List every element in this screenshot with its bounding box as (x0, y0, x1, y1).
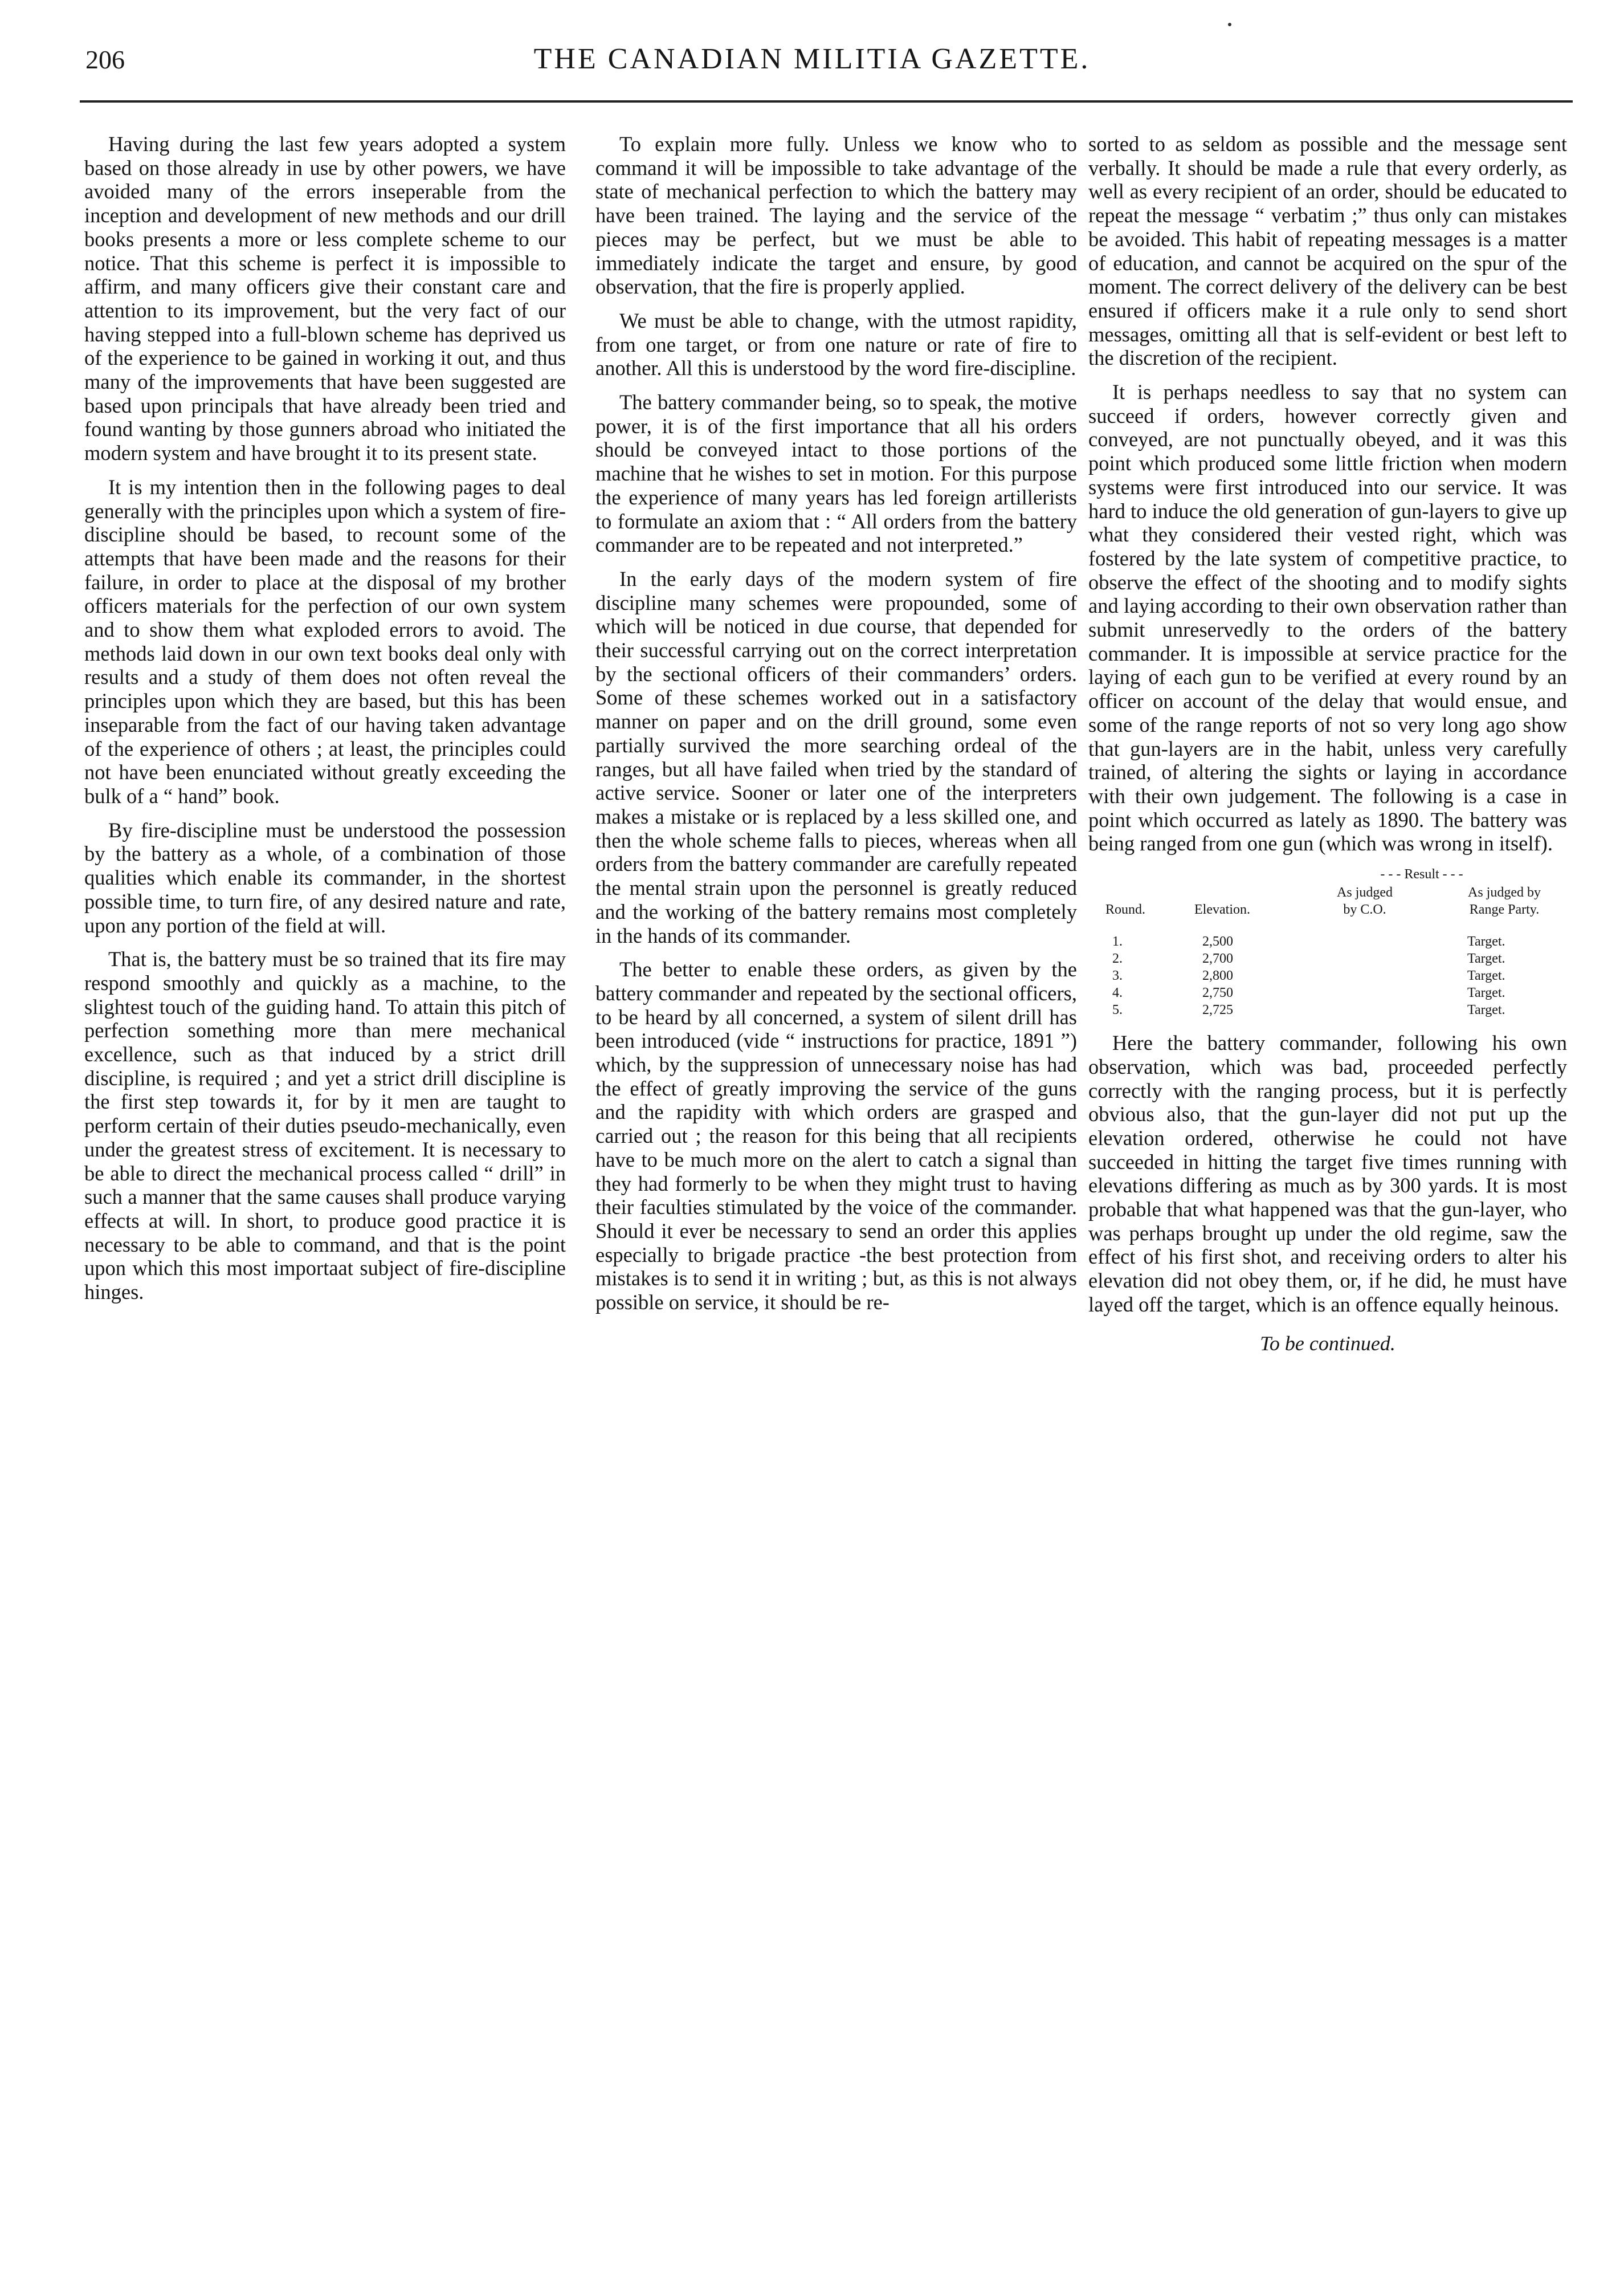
cell-range: Target. (1467, 951, 1505, 967)
speck-mark (1228, 23, 1231, 26)
header-judged-co: As judged by C.O. (1337, 885, 1393, 918)
column-2 (595, 132, 1077, 1325)
table-row (1088, 984, 1567, 1001)
to-be-continued: To be continued. (1260, 1331, 1396, 1355)
cell-range: Target. (1467, 1003, 1505, 1018)
header-rule (80, 100, 1573, 103)
cell-elevation: 2,750 (1202, 985, 1233, 1001)
table-row (1088, 950, 1567, 967)
cell-range: Target. (1467, 934, 1505, 950)
cell-round: 3. (1112, 968, 1123, 984)
cell-elevation: 2,725 (1202, 1003, 1233, 1018)
paragraph: It is perhaps needless to say that no system can succeed if orders, however correctly given and conveyed, are not punctually obeyed, and it was this point which produced some little friction when modern systems were first introduced into our service. It was hard to induce the old generation of gun-layers to give up what they considered their vested right, which was fostered by the late system of competitive practice, to observe the effect of the shooting and to modify sights and laying according to their own observation rather than submit unreservedly to the orders of the battery commander. It is impossible at service practice for the laying of each gun to be verified at every round by an officer on account of the delay that would ensue, and some of the range reports of not so very long ago show that gun-layers are in the habit, unless very carefully trained, of altering the sights or laying in accordance with their own judgement. The following is a case in point which occurred as lately as 1890. The battery was being ranged from one gun (which was wrong in itself). (1088, 380, 1567, 856)
cell-round: 1. (1112, 934, 1123, 950)
cell-elevation: 2,800 (1202, 968, 1233, 984)
paragraph: Here the battery commander, following his own observation, which was bad, proceeded perfectly correctly with the ranging process, but it is perfectly obvious also, that the gun-layer did not put up the elevation ordered, otherwise he could not have succeeded in hitting the target five times running with elevations differing as much as by 300 yards. It is most probable that what happened was that the gun-layer, who was perhaps brought up under the old regime, saw the effect of his first shot, and receiving orders to alter his elevation did not obey them, or, if he did, he must have layed off the target, which is an offence equally heinous. (1088, 1031, 1567, 1316)
table-row (1088, 1001, 1567, 1019)
result-label: - - - Result - - - (1380, 867, 1463, 882)
paragraph: The better to enable these orders, as given by the battery commander and repeated by the sectional officers, to be heard by all concerned, a system of silent drill has been introduced (vide “ instructions for practice, 1891 ”) which, by the suppression of unnecessary noise has had the effect of greatly improving the service of the guns and the rapidity with which orders are grasped and carried out ; the reason for this being that all recipients have to be much more on the alert to catch a signal than they had formerly to be when they might trust to having their faculties stimulated by the voice of the commander. Should it ever be necessary to send an order this applies especially to brigade practice -the best protection from mistakes is to send it in writing ; but, as this is not always possible on service, it should be re- (595, 958, 1077, 1314)
header-judged-range: As judged by Range Party. (1468, 885, 1541, 918)
table-row (1088, 933, 1567, 950)
table-row (1088, 967, 1567, 984)
column-3 (1088, 132, 1567, 1355)
paragraph: To explain more fully. Unless we know who to command it will be impossible to take advantage of the state of mechanical perfection to which the battery may have been trained. The laying and the service of the pieces may be perfect, but we must be able to immediately indicate the target and ensure, by good observation, that the fire is properly applied. (595, 132, 1077, 299)
cell-range: Target. (1467, 968, 1505, 984)
page-number: 206 (85, 45, 125, 74)
column-1 (84, 132, 566, 1314)
paragraph: In the early days of the modern system of fire discipline many schemes were propounded, some of which will be noticed in due course, that depended for their successful carrying out on the correct interpretation by the sectional officers of their commanders’ orders. Some of these schemes worked out in a satisfactory manner on paper and on the drill ground, some even partially survived the more searching ordeal of the ranges, but all have failed when tried by the standard of active service. Sooner or later one of the interpreters makes a mistake or is replaced by a less skilled one, and then the whole scheme falls to pieces, whereas when all orders from the battery commander are carefully repeated the mental strain upon the personnel is greatly reduced and the working of the battery remains most completely in the hands of its commander. (595, 567, 1077, 947)
header-round: Round. (1105, 902, 1145, 918)
paragraph: It is my intention then in the following pages to deal generally with the principles upon which a system of fire-discipline should be based, to recount some of the attempts that have been made and the reasons for their failure, in order to place at the disposal of my brother officers materials for the perfection of our own system and to show them what exploded errors to avoid. The methods laid down in our own text books deal only with results and a study of them does not often reveal the principles upon which they are based, but this has been inseparable from the fact of our having taken advantage of the experience of others ; at least, the principles could not have been enunciated without greatly exceeding the bulk of a “ hand” book. (84, 475, 566, 808)
paragraph: sorted to as seldom as possible and the message sent verbally. It should be made a rule that every orderly, as well as every recipient of an order, should be educated to repeat the message “ verbatim ;” thus only can mistakes be avoided. This habit of repeating messages is a matter of education, and cannot be acquired on the spur of the moment. The correct delivery of the delivery can be best ensured if officers make it a rule only to send short messages, omitting all that is self-evident or best left to the discretion of the recipient. (1088, 132, 1567, 370)
cell-round: 4. (1112, 985, 1123, 1001)
paragraph: Having during the last few years adopted a system based on those already in use by other powers, we have avoided many of the errors inseperable from the inception and development of new methods and our drill books presents a more or less complete scheme to our notice. That this scheme is perfect it is impossible to affirm, and many officers give their constant care and attention to its improvement, but the very fact of our having stepped into a full-blown scheme has deprived us of the experience to be gained in working it out, and thus many of the improvements that have been suggested are based upon principals that have already been tried and found wanting by those gunners abroad who initiated the modern system and have brought it to its present state. (84, 132, 566, 465)
paragraph: The battery commander being, so to speak, the motive power, it is of the first importance that all his orders should be conveyed intact to those portions of the machine that he wishes to set in motion. For this purpose the experience of many years has led foreign artillerists to formulate an axiom that : “ All orders from the battery commander are to be repeated and not interpreted.” (595, 390, 1077, 557)
cell-range: Target. (1467, 985, 1505, 1001)
paragraph: That is, the battery must be so trained that its fire may respond smoothly and quickly as a machine, to the slightest touch of the guiding hand. To attain this pitch of perfection something more than mere mechanical excellence, such as that induced by a strict drill discipline, is required ; and yet a strict drill discipline is the first step towards it, for by it men are taught to perform certain of their duties pseudo-mechanically, even under the greatest stress of excitement. It is necessary to be able to direct the mechanical process called “ drill” in such a manner that the same causes shall produce varying effects at will. In short, to produce good practice it is necessary to be able to command, and that is the point upon which this most importaat subject of fire-discipline hinges. (84, 947, 566, 1304)
table-header (1088, 866, 1567, 933)
cell-round: 5. (1112, 1003, 1123, 1018)
masthead-title: THE CANADIAN MILITIA GAZETTE. (533, 43, 1091, 75)
cell-elevation: 2,500 (1202, 934, 1233, 950)
cell-round: 2. (1112, 951, 1123, 967)
paragraph: By fire-discipline must be understood the possession by the battery as a whole, of a combination of those qualities which enable its commander, in the shortest possible time, to turn fire, of any desired nature and rate, upon any portion of the field at will. (84, 818, 566, 937)
cell-elevation: 2,700 (1202, 951, 1233, 967)
header-elevation: Elevation. (1194, 902, 1250, 918)
paragraph: We must be able to change, with the utmost rapidity, from one target, or from one nature or rate of fire to another. All this is understood by the word fire-discipline. (595, 308, 1077, 380)
ranging-table (1088, 866, 1567, 1019)
